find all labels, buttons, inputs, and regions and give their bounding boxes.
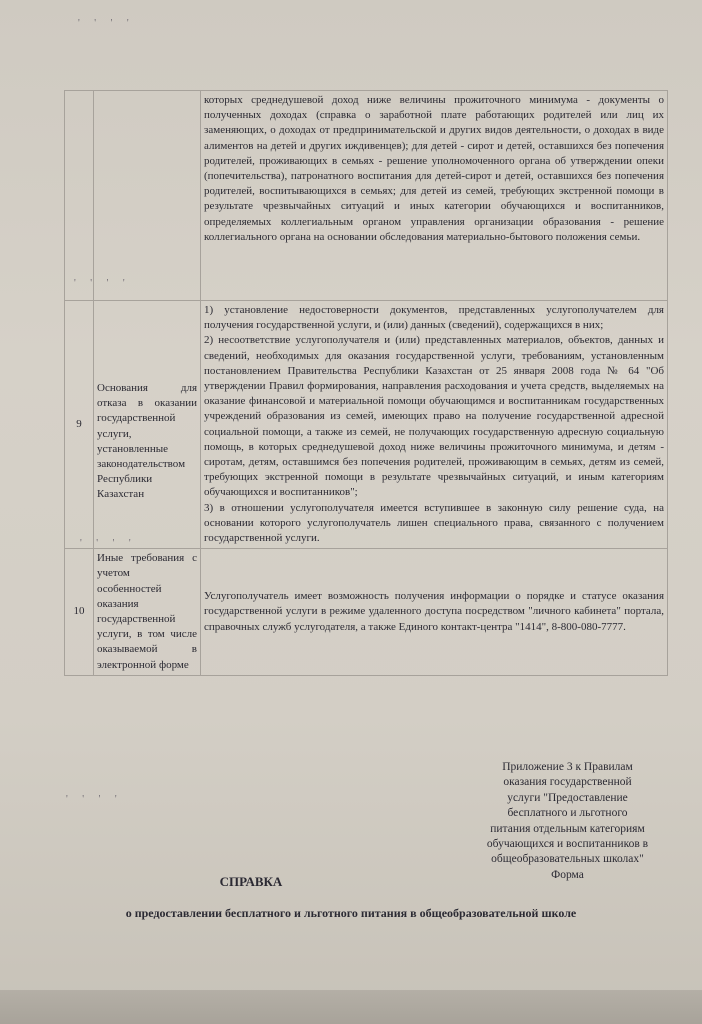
row-title — [94, 91, 201, 301]
margin-marks-top: ' ' ' ' — [78, 18, 135, 29]
row-number: 9 — [65, 301, 94, 549]
table-row-8-continued — [65, 91, 668, 301]
refusal-ground-1: 1) установление недостоверности документов, представленных услугополучателем для получения государственной услуги, и (или) данных (сведений), содержащихся в них; — [204, 304, 664, 332]
table-row-10 — [65, 549, 668, 676]
page-fold-shadow — [0, 990, 702, 1024]
row-number — [65, 91, 94, 301]
row-content — [201, 301, 668, 549]
refusal-ground-2: 2) несоответствие услугополучателя и (или) представленных материалов, объектов, данных и сведений, необходимых для оказания государственной услуги, требованиям, установленным постановлением Правительства Республики Казахстан от 25 января 2008 года № 64 "Об утверждении Правил формирования, направления расходования и учета средств, выделяемых на оказание финансовой и материальной помощи обучающимся и воспитанникам государственных учреждений образования из семей, имеющих право на получение государственной адресной социальной помощи, а также из семей, не получающих государственную адресную социальную помощь, в которых среднедушевой доход ниже величины прожиточного минимума, и детям - сиротам, детям, оставшимся без попечения родителей, проживающим в семьях, детям из семей, требующих экстренной помощи в результате чрезвычайных ситуаций, и иным категориям обучающихся и воспитанников"; — [204, 334, 664, 499]
refusal-ground-3: 3) в отношении услугополучателя имеется вступившее в законную силу решение суда, на основании которого услугополучатель лишен специального права, связанного с получением государственной услуги. — [204, 501, 664, 545]
row-content: Услугополучатель имеет возможность получения информации о порядке и статусе оказания государственной услуги в режиме удаленного доступа посредством "личного кабинета" портала, справочных служб услугодателя, а также Единого контакт-центра "1414", 8-800-080-7777. — [201, 549, 668, 676]
appendix-line: услуги "Предоставление — [507, 791, 628, 804]
appendix-line: Форма — [551, 868, 584, 881]
row-content: которых среднедушевой доход ниже величины прожиточного минимума - документы о полученных доходах (справка о заработной плате работающих родителей или лиц их заменяющих, о доходах от предпринимательской и других видов деятельности, о доходах в виде алиментов на детей и других иждивенцев); для детей - сирот и детей, оставшихся без попечения родителей, проживающих в семьях - решение уполномоченного органа об утверждении опеки (попечительства), патронатного воспитания для детей-сирот и детей, оставшихся без попечения родителей, воспитывающихся в семьях; для детей из семей, требующих экстренной помощи в результате чрезвычайных ситуаций и иных категории обучающихся и воспитанников, определяемых коллегиальным органом управления организации образования - решение коллегиального органа на основании обследования материально-бытового положения семьи. — [201, 91, 668, 301]
table-row-9 — [65, 301, 668, 549]
margin-marks-appendix: ' ' ' ' — [66, 794, 123, 805]
row-title: Иные требования с учетом особенностей оказания государственной услуги, в том числе оказываемой в электронной форме — [94, 549, 201, 676]
margin-marks-row8: ' ' ' ' — [74, 278, 131, 289]
document-subtitle: о предоставлении бесплатного и льготного питания в общеобразовательной школе — [125, 906, 577, 920]
appendix-note — [470, 760, 665, 883]
appendix-line: Приложение 3 к Правилам — [502, 761, 633, 773]
appendix-line: обучающихся и воспитанников в — [486, 838, 649, 851]
appendix-line: оказания государственной — [503, 776, 632, 789]
appendix-line: питания отдельным категориям — [490, 822, 645, 835]
document-title: СПРАВКА — [219, 874, 283, 889]
margin-marks-row9: ' ' ' ' — [80, 538, 137, 549]
regulation-table — [64, 90, 668, 676]
appendix-line: общеобразовательных школах" — [491, 853, 644, 866]
appendix-line: бесплатного и льготного — [507, 807, 628, 820]
row-number: 10 — [65, 549, 94, 676]
row-title: Основания для отказа в оказании государственной услуги, установленные законодательством Республики Казахстан — [94, 301, 201, 549]
